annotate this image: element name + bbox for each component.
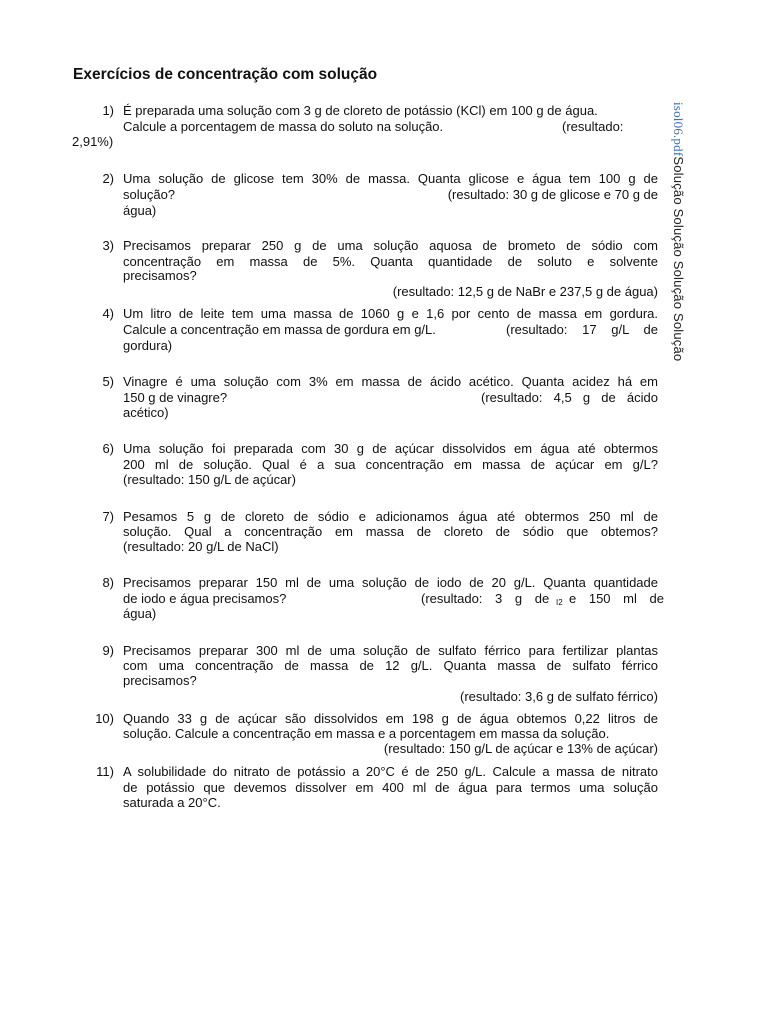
exercise-text: Uma solução foi preparada com 30 g de açúcar dissolvidos em água até obtermos [123, 441, 658, 456]
exercise-text: Uma solução de glicose tem 30% de massa. Quanta glicose e água tem 100 g de [123, 171, 658, 186]
exercise-result: (resultado: 30 g de glicose e 70 g de [447, 187, 658, 202]
side-label-link[interactable]: isol06.pdf [671, 102, 686, 157]
exercise-result: água) [123, 203, 157, 218]
exercise-text: de potássio que devemos dissolver em 400 ml de água para termos uma solução [123, 780, 658, 795]
exercise-text: Precisamos preparar 250 g de uma solução aquosa de brometo de sódio com [123, 238, 658, 253]
exercise-number: 5) [102, 374, 114, 389]
exercise-result: água) [123, 606, 157, 621]
exercise-text: precisamos? [123, 673, 197, 688]
exercise-text: precisamos? [123, 268, 197, 283]
exercise-text: A solubilidade do nitrato de potássio a 20°C é de 250 g/L. Calcule a massa de nitrato [123, 764, 658, 779]
exercise-number: 10) [95, 711, 114, 726]
exercise-result: gordura) [123, 338, 173, 353]
exercise-number: 6) [102, 441, 114, 456]
exercise-text: Calcule a porcentagem de massa do soluto na solução. [123, 119, 444, 134]
exercise-number: 9) [102, 643, 114, 658]
exercise-result: (resultado: 12,5 g de NaBr e 237,5 g de água) [392, 284, 658, 299]
iodine-formula: I2 [556, 598, 563, 607]
exercise-number: 7) [102, 509, 114, 524]
exercise-number: 1) [102, 103, 114, 118]
exercise-result: (resultado: [562, 119, 624, 134]
exercise-text: de iodo e água precisamos? [123, 591, 287, 606]
exercise-text: Precisamos preparar 300 ml de uma solução de sulfato férrico para fertilizar plantas [123, 643, 658, 658]
exercise-number: 8) [102, 575, 114, 590]
exercise-number: 3) [102, 238, 114, 253]
exercise-number: 4) [102, 306, 114, 321]
page-title: Exercícios de concentração com solução [73, 66, 378, 83]
exercise-text: Precisamos preparar 150 ml de uma solução de iodo de 20 g/L. Quanta quantidade [123, 575, 658, 590]
exercise-text: solução? [123, 187, 176, 202]
exercise-text: solução. Qual a concentração em massa de cloreto de sódio que obtemos? [123, 524, 658, 539]
exercise-text: saturada a 20°C. [123, 795, 221, 810]
exercise-result: (resultado: 17 g/L de [506, 322, 658, 337]
exercise-result: 2,91%) [72, 134, 114, 149]
exercise-result: (resultado: 150 g/L de açúcar) [123, 472, 296, 487]
exercise-result: (resultado: 4,5 g de ácido [481, 390, 658, 405]
exercise-number: 2) [102, 171, 114, 186]
exercise-text: Quando 33 g de açúcar são dissolvidos em 198 g de água obtemos 0,22 litros de [123, 711, 658, 726]
exercise-result: (resultado: 20 g/L de NaCl) [123, 539, 279, 554]
exercise-text: com uma concentração de massa de 12 g/L. Quanta massa de sulfato férrico [123, 658, 658, 673]
exercise-text: Pesamos 5 g de cloreto de sódio e adicionamos água até obtermos 250 ml de [123, 509, 658, 524]
exercise-text: É preparada uma solução com 3 g de cloreto de potássio (KCl) em 100 g de água. [123, 103, 598, 118]
exercise-text: solução. Calcule a concentração em massa e a porcentagem em massa da solução. [123, 726, 610, 741]
exercise-text: concentração em massa de 5%. Quanta quantidade de soluto e solvente [123, 254, 658, 269]
exercise-result: (resultado: 3 g de [421, 591, 550, 606]
exercise-result: (resultado: 150 g/L de açúcar e 13% de açúcar) [383, 741, 658, 756]
exercise-text: Um litro de leite tem uma massa de 1060 g e 1,6 por cento de massa em gordura. [123, 306, 658, 321]
exercise-text: 150 g de vinagre? [123, 390, 228, 405]
exercise-result: e 150 ml de [569, 591, 664, 606]
side-label-text: Solução Solução Solução Solução [671, 156, 686, 362]
exercise-text: 200 ml de solução. Qual é a sua concentração em massa de açúcar em g/L? [123, 457, 658, 472]
exercise-result: (resultado: 3,6 g de sulfato férrico) [460, 689, 658, 704]
exercise-number: 11) [96, 764, 114, 779]
exercise-result: acético) [123, 405, 169, 420]
exercise-text: Calcule a concentração em massa de gordura em g/L. [123, 322, 436, 337]
exercise-text: Vinagre é uma solução com 3% em massa de ácido acético. Quanta acidez há em [123, 374, 658, 389]
